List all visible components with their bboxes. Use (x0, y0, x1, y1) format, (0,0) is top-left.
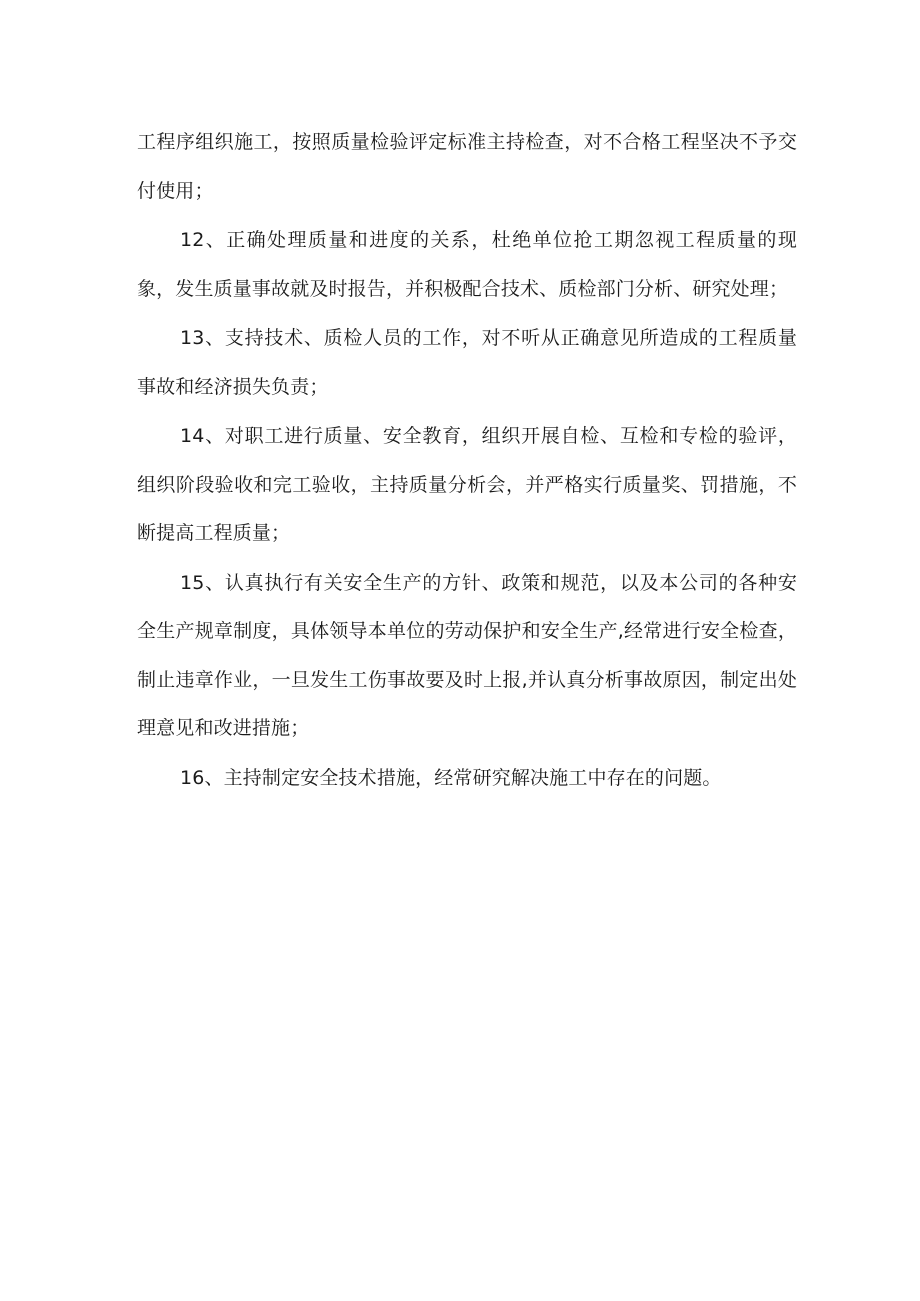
paragraph-item-16: 16、主持制定安全技术措施，经常研究解决施工中存在的问题。 (180, 766, 722, 789)
document-body (137, 118, 797, 803)
paragraph-item-12: 12、正确处理质量和进度的关系，杜绝单位抢工期忽视工程质量的现象，发生质量事故就及时报告，并积极配合技术、质检部门分析、研究处理； (137, 229, 797, 300)
paragraph-continuation: 工程序组织施工，按照质量检验评定标准主持检查，对不合格工程坚决不予交付使用； (137, 131, 797, 202)
paragraph-item-14: 14、对职工进行质量、安全教育，组织开展自检、互检和专检的验评，组织阶段验收和完工验收，主持质量分析会，并严格实行质量奖、罚措施，不断提高工程质量； (137, 425, 797, 544)
paragraph-item-13: 13、支持技术、质检人员的工作，对不听从正确意见所造成的工程质量事故和经济损失负责； (137, 327, 797, 398)
paragraph-item-15: 15、认真执行有关安全生产的方针、政策和规范，以及本公司的各种安全生产规章制度，具体领导本单位的劳动保护和安全生产,经常进行安全检查，制止违章作业，一旦发生工伤事故要及时上报,并认真分析事故原因，制定出处理意见和改进措施； (137, 571, 797, 739)
